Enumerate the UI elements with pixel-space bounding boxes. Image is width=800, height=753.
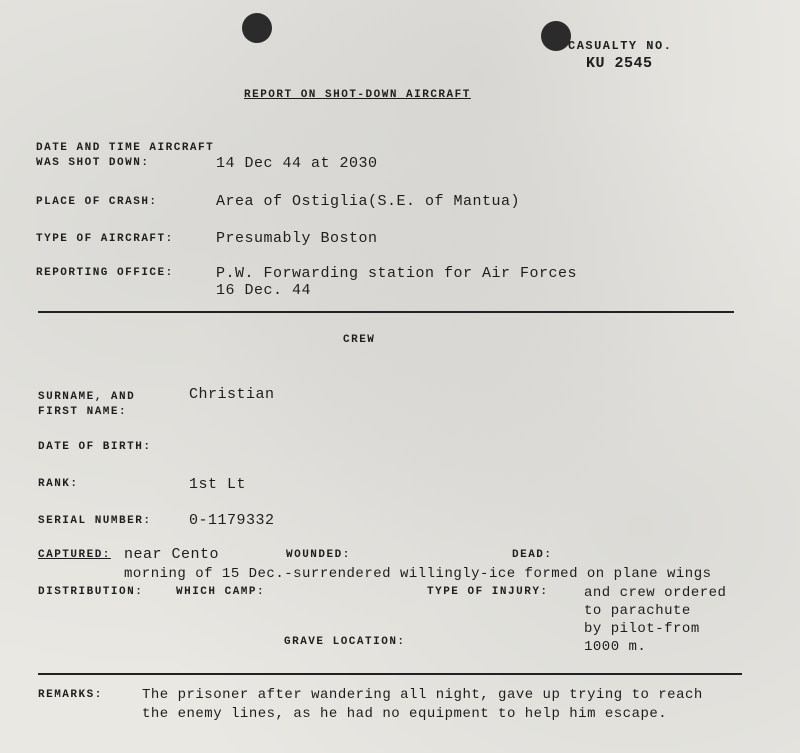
surname-label-line1: SURNAME, AND xyxy=(38,391,136,403)
dead-label: DEAD: xyxy=(512,549,553,561)
punch-hole-left xyxy=(242,13,272,43)
type-of-aircraft-label: TYPE OF AIRCRAFT: xyxy=(36,233,174,245)
crew-heading: CREW xyxy=(343,334,376,346)
type-of-aircraft-value: Presumably Boston xyxy=(216,230,378,247)
reporting-office-value: P.W. Forwarding station for Air Forces xyxy=(216,265,578,282)
rank-value: 1st Lt xyxy=(189,476,247,493)
punch-hole-right xyxy=(541,21,571,51)
place-of-crash-value: Area of Ostiglia(S.E. of Mantua) xyxy=(216,193,521,210)
wounded-label: WOUNDED: xyxy=(286,549,351,561)
remarks-line2: the enemy lines, as he had no equipment to help him escape. xyxy=(142,706,668,722)
date-time-value: 14 Dec 44 at 2030 xyxy=(216,155,378,172)
capture-details: morning of 15 Dec.-surrendered willingly-ice formed on plane wings xyxy=(124,566,712,582)
remarks-label: REMARKS: xyxy=(38,689,103,701)
distribution-label: DISTRIBUTION: xyxy=(38,586,144,598)
date-time-label-line1: DATE AND TIME AIRCRAFT xyxy=(36,142,215,154)
place-of-crash-label: PLACE OF CRASH: xyxy=(36,196,158,208)
surname-label-line2: FIRST NAME: xyxy=(38,406,128,418)
serial-number-label: SERIAL NUMBER: xyxy=(38,515,152,527)
type-of-injury-label: TYPE OF INJURY: xyxy=(427,586,549,598)
captured-value: near Cento xyxy=(124,546,220,563)
date-time-label-line2: WAS SHOT DOWN: xyxy=(36,157,150,169)
date-of-birth-label: DATE OF BIRTH: xyxy=(38,441,152,453)
injury-detail-line1: and crew ordered xyxy=(584,585,727,601)
reporting-office-label: REPORTING OFFICE: xyxy=(36,267,174,279)
surname-value: Christian xyxy=(189,386,275,403)
casualty-number-value: KU 2545 xyxy=(586,55,653,72)
injury-detail-line4: 1000 m. xyxy=(584,639,647,655)
rank-label: RANK: xyxy=(38,478,79,490)
injury-detail-line2: to parachute xyxy=(584,603,691,619)
grave-location-label: GRAVE LOCATION: xyxy=(284,636,406,648)
which-camp-label: WHICH CAMP: xyxy=(176,586,266,598)
reporting-office-date: 16 Dec. 44 xyxy=(216,282,312,299)
casualty-number-label: CASUALTY NO. xyxy=(568,39,673,53)
captured-label: CAPTURED: xyxy=(38,549,111,561)
serial-number-value: 0-1179332 xyxy=(189,512,275,529)
report-title: REPORT ON SHOT-DOWN AIRCRAFT xyxy=(244,89,471,101)
section-divider-top xyxy=(38,311,734,313)
remarks-line1: The prisoner after wandering all night, gave up trying to reach xyxy=(142,687,703,703)
injury-detail-line3: by pilot-from xyxy=(584,621,700,637)
section-divider-bottom xyxy=(38,673,742,675)
